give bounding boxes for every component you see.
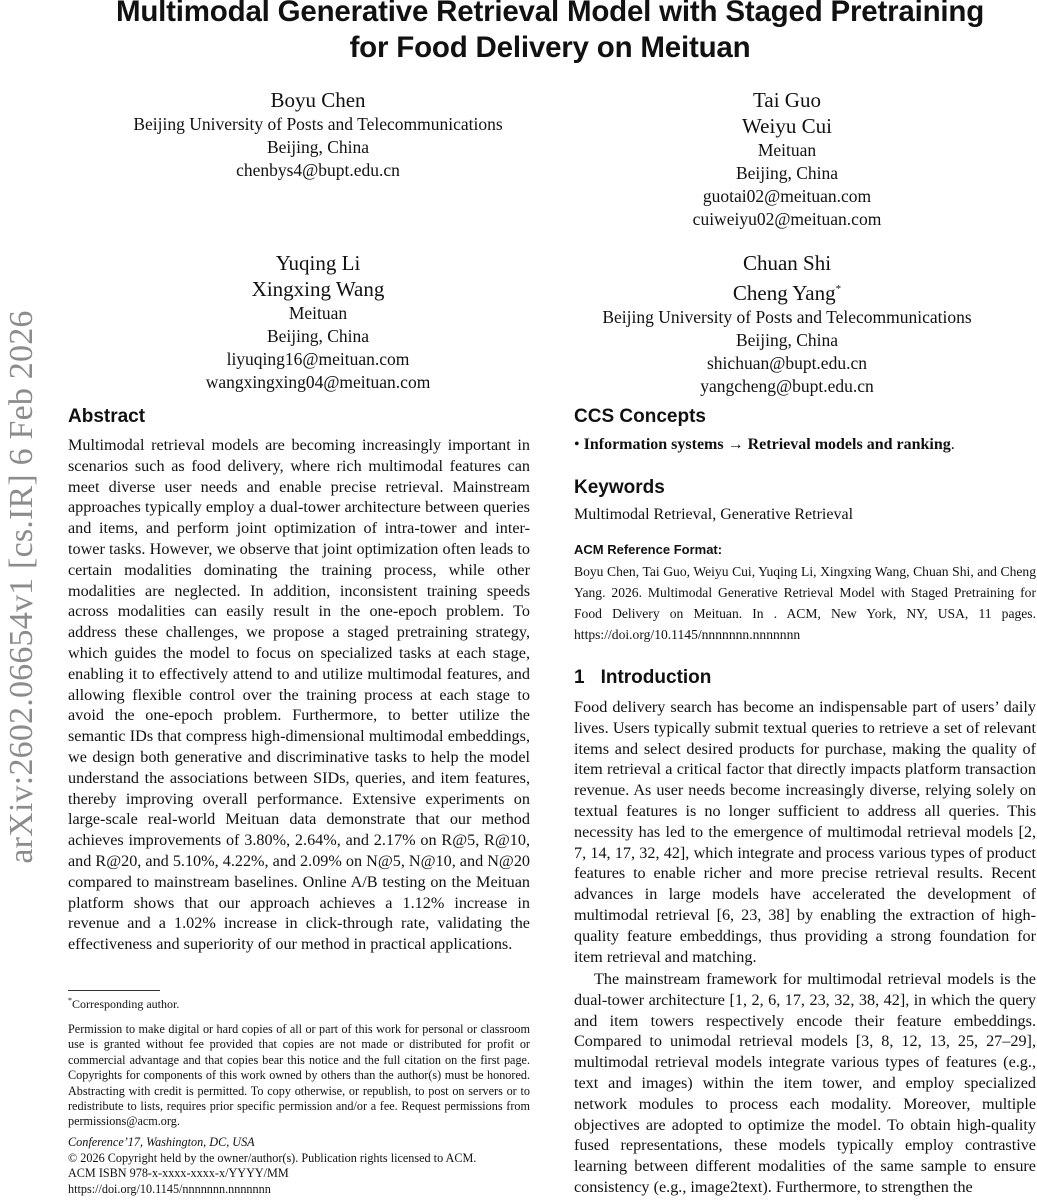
- author-location: Beijing, China: [266, 137, 370, 157]
- author-name: Yuqing Li: [275, 251, 361, 275]
- author-affiliation: Meituan: [757, 140, 817, 160]
- author-name-with-mark: [574, 276, 1000, 306]
- section-title: Introduction: [600, 667, 712, 688]
- reference-format-heading: ACM Reference Format:: [574, 542, 723, 557]
- author-affiliation: Meituan: [288, 303, 348, 323]
- title-line-2: for Food Delivery on Meituan: [349, 31, 751, 64]
- ccs-bullet: •: [574, 436, 580, 453]
- footnote-text: Corresponding author.: [72, 997, 180, 1011]
- arxiv-sidebar: [2, 255, 42, 920]
- author-name: Tai Guo: [753, 88, 821, 112]
- ccs-subconcept: Retrieval models and ranking: [747, 436, 951, 453]
- reference-format-text: Boyu Chen, Tai Guo, Weiyu Cui, Yuqing Li, Xingxing Wang, Chuan Shi, and Cheng Yang. 2026. Multimodal Generative Retrieval Model with Staged Pretraining for Food Delivery on Meituan. In . ACM, New York, NY, USA, 11 pages. https://doi.org/10.1145/nnnnnnn.nnnnnnn: [574, 564, 1036, 642]
- footnote: [68, 996, 179, 1012]
- author-email: yangcheng@bupt.edu.cn: [700, 376, 874, 396]
- author-location: Beijing, China: [735, 163, 839, 183]
- author-block-boyu: [68, 87, 568, 182]
- author-email: chenbys4@bupt.edu.cn: [236, 160, 400, 180]
- author-name: Cheng Yang: [732, 281, 836, 305]
- footnote-divider: [68, 990, 160, 991]
- permission-notice: Permission to make digital or hard copies of all or part of this work for personal or classroom use is granted without fee provided that copies are not made or distributed for profit or commercial advantage and that copies bear this notice and the full citation on the first page. Copyrights for components of this work owned by others than the author(s) must be honored. Abstracting with credit is permitted. To copy otherwise, or republish, to post on servers or to redistribute to lists, requires prior specific permission and/or a fee. Request permissions from permissions@acm.org.: [68, 1022, 530, 1129]
- author-name: Xingxing Wang: [251, 277, 385, 301]
- author-name: Weiyu Cui: [742, 114, 832, 138]
- author-block-yuqing-xingxing: [68, 250, 568, 394]
- author-email: wangxingxing04@meituan.com: [205, 372, 431, 392]
- section-number: 1: [574, 667, 585, 688]
- corresponding-mark: *: [835, 283, 842, 295]
- keywords-text: Multimodal Retrieval, Generative Retrieval: [574, 506, 854, 523]
- author-email: guotai02@meituan.com: [702, 186, 872, 206]
- keywords-heading: Keywords: [574, 477, 665, 498]
- ccs-arrow: →: [727, 436, 744, 453]
- ccs-concept: Information systems: [583, 436, 724, 453]
- author-block-tai-weiyu: [574, 87, 1000, 231]
- introduction-paragraph-2: The mainstream framework for multimodal retrieval models is the dual-tower architecture [1, 2, 6, 17, 23, 32, 38, 42], in which the query and item towers respectively encode their feature embeddings. Compared to unimodal retrieval models [3, 8, 12, 13, 25, 27–29], multimodal retrieval models integrate various types of features (e.g., text and images) within the item tower, and employ specialized network modules to process each modality. Moreover, multiple objectives are adopted to optimize the model. To obtain high-quality fused representations, these models typically employ contrastive learning between different modalities of the same sample to ensure consistency (e.g., image2text). Furthermore, to strengthen the: [574, 970, 1036, 1196]
- copyright-line: © 2026 Copyright held by the owner/author(s). Publication rights licensed to ACM.: [68, 1151, 477, 1165]
- ccs-concepts: [574, 436, 955, 454]
- author-email: cuiweiyu02@meituan.com: [692, 209, 882, 229]
- ccs-heading: CCS Concepts: [574, 406, 706, 427]
- author-name: Boyu Chen: [270, 88, 366, 112]
- introduction-heading: [574, 667, 711, 689]
- abstract-text: Multimodal retrieval models are becoming increasingly important in scenarios such as food delivery, where rich multimodal features can meet diverse user needs and enable precise retrieval. Mainstream approaches typically employ a dual-tower architecture between queries and items, and perform joint optimization of intra-tower and inter-tower tasks. However, we observe that joint optimization often leads to certain modalities dominating the training process, while other modalities are neglected. In addition, inconsistent training speeds across modalities can easily result in the one-epoch problem. To address these challenges, we propose a staged pretraining strategy, which guides the model to focus on specialized tasks at each stage, enabling it to effectively attend to and utilize multimodal features, and allowing flexible control over the training process at each stage to avoid the one-epoch problem. Furthermore, to better utilize the semantic IDs that compress high-dimensional multimodal embeddings, we design both generative and discriminative tasks to help the model understand the associations between SIDs, queries, and item features, thereby improving overall performance. Extensive experiments on large-scale real-world Meituan data demonstrate that our method achieves improvements of 3.80%, 2.64%, and 2.17% on R@5, R@10, and R@20, and 5.10%, 4.22%, and 2.09% on N@5, N@10, and N@20 compared to mainstream baselines. Online A/B testing on the Meituan platform shows that our approach achieves a 1.12% increase in revenue and a 1.02% increase in click-through rate, validating the effectiveness and superiority of our method in practical applications.: [68, 436, 531, 954]
- isbn-line: ACM ISBN 978-x-xxxx-xxxx-x/YYYY/MM: [68, 1166, 289, 1181]
- author-affiliation: Beijing University of Posts and Telecommunications: [602, 307, 972, 327]
- author-name: Chuan Shi: [742, 251, 832, 275]
- author-block-chuan-cheng: [574, 250, 1000, 398]
- introduction-paragraph-1: Food delivery search has become an indispensable part of users’ daily lives. Users typically submit textual queries to retrieve a set of relevant items and select desired products for purchase, making the quality of item retrieval a critical factor that directly impacts platform transaction revenue. As user needs become increasingly diverse, relying solely on textual features is no longer sufficient to address all queries. This necessity has led to the emergence of multimodal retrieval models [2, 7, 14, 17, 32, 42], which integrate and process various types of product features to enable richer and more precise retrieval results. Recent advances in large models have accelerated the development of multimodal retrieval [6, 23, 38] by enabling the extraction of high-quality feature embeddings, thus providing a strong foundation for item retrieval and matching.: [574, 698, 1036, 966]
- arxiv-identifier: arXiv:2602.06654v1 [cs.IR] 6 Feb 2026: [3, 310, 40, 864]
- conference-info: Conference’17, Washington, DC, USA: [68, 1135, 255, 1149]
- copyright-block: [68, 1151, 538, 1197]
- paper-title: [50, 0, 1037, 66]
- author-location: Beijing, China: [266, 326, 370, 346]
- doi-line: https://doi.org/10.1145/nnnnnnn.nnnnnnn: [68, 1181, 271, 1196]
- author-affiliation: Beijing University of Posts and Telecommunications: [133, 114, 503, 134]
- ccs-period: .: [950, 436, 955, 453]
- title-line-1: Multimodal Generative Retrieval Model with Staged Pretraining: [115, 0, 985, 28]
- footnote-mark: *: [68, 996, 72, 1005]
- abstract-heading: Abstract: [68, 406, 146, 427]
- author-email: liyuqing16@meituan.com: [226, 349, 410, 369]
- author-location: Beijing, China: [735, 330, 839, 350]
- author-email: shichuan@bupt.edu.cn: [707, 353, 867, 373]
